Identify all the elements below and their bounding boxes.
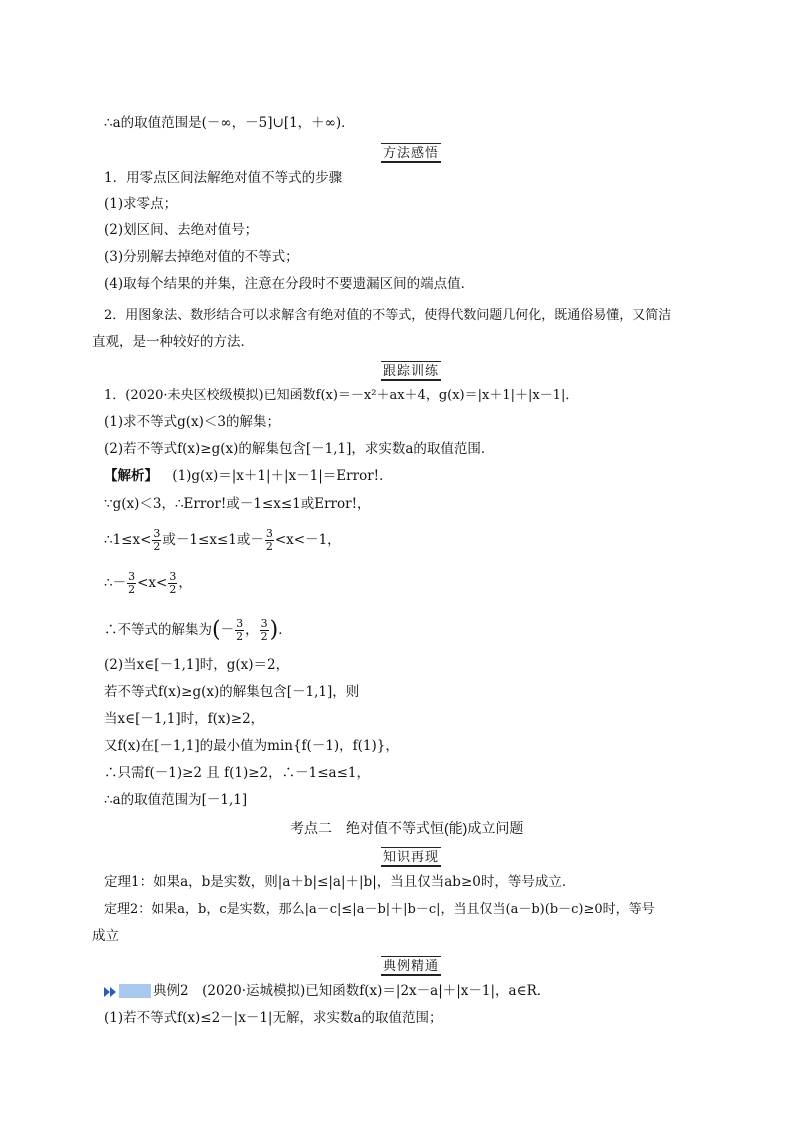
text-line-fraction [104, 571, 192, 596]
text-segment: ∴－ [104, 575, 127, 591]
text-line: ∴a的取值范围是(－∞，－5]∪[1，＋∞)． [104, 115, 355, 131]
text-segment: ∴不等式的解集为 [104, 622, 212, 638]
text-line: (2)当x∈[－1,1]时，g(x)＝2， [104, 657, 290, 673]
text-line: (2)若不等式f(x)≥g(x)的解集包含[－1,1]，求实数a的取值范围． [104, 441, 495, 457]
text-line-fraction [104, 528, 341, 553]
text-segment: <x< [137, 575, 168, 591]
text-segment: ． [278, 622, 292, 638]
text-line: 2．用图象法、数形结合可以求解含有绝对值的不等式，使得代数问题几何化，既通俗易懂，又简洁 [104, 308, 672, 323]
section-badge-knowledge: 知识再现 [381, 847, 441, 867]
solution-tag: 【解析】 [104, 468, 158, 483]
section-badge-practice: 跟踪训练 [381, 361, 441, 381]
highlight-bar [119, 984, 151, 998]
text-line: (1)若不等式f(x)≤2－|x－1|无解，求实数a的取值范围； [104, 1010, 443, 1026]
solution-line [104, 466, 393, 486]
text-line: 当x∈[－1,1]时，f(x)≥2， [104, 711, 265, 727]
text-line: (1)求零点； [104, 196, 178, 212]
text-line-interval: ∴不等式的解集为(－ $\frac{3}{2}$ ， $\frac{3}{2}$ )． [104, 617, 292, 643]
text-segment: 或－1≤x≤1或－ [162, 532, 264, 548]
text-line: 典例2 (2020·运城模拟)已知函数f(x)＝|2x－a|＋|x－1|，a∈R． [153, 983, 551, 999]
text-segment: ∴1≤x< [104, 532, 152, 548]
text-line: ∵g(x)＜3，∴Error!或－1≤x≤1或Error!， [104, 496, 371, 512]
fraction: $\frac{3}{2}$ [236, 617, 244, 643]
fraction: $\frac{3}{2}$ [265, 527, 273, 553]
text-line: 直观，是一种较好的方法． [92, 334, 254, 350]
fraction: $\frac{3}{2}$ [169, 570, 177, 596]
text-line: ∴a的取值范围为[－1,1] [104, 792, 248, 808]
text-segment: (1)g(x)＝|x＋1|＋|x－1|＝Error!． [172, 468, 393, 484]
section-badge-method: 方法感悟 [381, 143, 441, 163]
text-segment: <x<－1， [274, 532, 341, 548]
text-line: 成立 [92, 928, 119, 944]
fraction: $\frac{3}{2}$ [153, 527, 161, 553]
text-line: (4)取每个结果的并集，注意在分段时不要遗漏区间的端点值． [104, 276, 475, 292]
section-badge-example: 典例精通 [381, 956, 441, 976]
text-segment: ， [178, 575, 192, 591]
text-line: 1．(2020·未央区校级模拟)已知函数f(x)＝－x²＋ax＋4，g(x)＝|x＋1|＋|x－1|． [104, 388, 579, 403]
text-line: 定理1：如果a，b是实数，则|a＋b|≤|a|＋|b|，当且仅当ab≥0时，等号成立． [104, 874, 576, 890]
text-line: 又f(x)在[－1,1]的最小值为min{f(－1)，f(1)}， [104, 738, 399, 754]
section-heading: 考点二 绝对值不等式恒(能)成立问题 [290, 820, 524, 836]
text-line: 定理2：如果a，b，c是实数，那么|a－c|≤|a－b|＋|b－c|，当且仅当(a－b)(b－c)≥0时，等号 [104, 902, 655, 917]
fraction: $\frac{3}{2}$ [260, 617, 268, 643]
text-line: 1．用零点区间法解绝对值不等式的步骤 [104, 170, 343, 186]
text-line: ∴只需f(－1)≥2 且 f(1)≥2，∴－1≤a≤1， [104, 765, 370, 781]
text-line: (1)求不等式g(x)＜3的解集； [104, 414, 281, 430]
text-line: (3)分别解去掉绝对值的不等式； [104, 249, 299, 265]
fast-forward-icon [104, 986, 118, 998]
text-line: 若不等式f(x)≥g(x)的解集包含[－1,1]，则 [104, 684, 360, 700]
text-line: (2)划区间、去绝对值号； [104, 222, 259, 238]
fraction: $\frac{3}{2}$ [128, 570, 136, 596]
